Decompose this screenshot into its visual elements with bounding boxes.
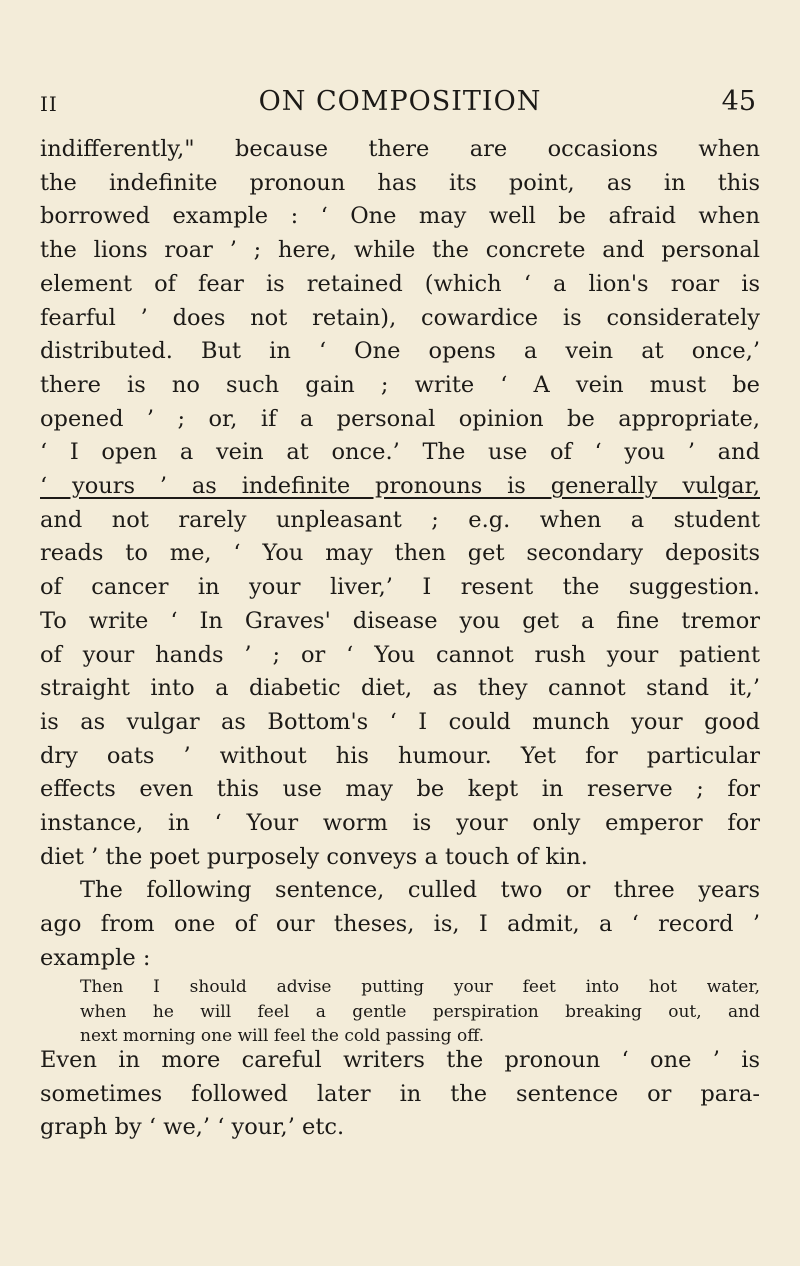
text-line: Even in more careful writers the pronoun ‘ one ’ is [40,1047,760,1073]
text-line: distributed. But in ‘ One opens a vein at once,’ [40,338,760,365]
text-line: the indefinite pronoun has its point, as in this [40,169,760,196]
paragraph-1 [40,133,760,874]
paragraph-2 [40,874,760,975]
text-line: straight into a diabetic diet, as they cannot stand it,’ [40,675,760,702]
text-line: borrowed example : ‘ One may well be afraid when [40,203,760,230]
text-line: the lions roar ’ ; here, while the concrete and personal [40,237,760,264]
text-line: The following sentence, culled two or three years [80,877,760,904]
text-line: dry oats ’ without his humour. Yet for particular [40,742,760,769]
text-line: opened ’ ; or, if a personal opinion be appropriate, [40,405,760,432]
running-title: ON COMPOSITION [258,86,542,117]
text-line: ‘ I open a vein at once.’ The use of ‘ you ’ and [40,439,760,466]
text-line: is as vulgar as Bottom's ‘ I could munch your good [40,708,760,735]
quote-line: next morning one will feel the cold passing off. [80,1026,485,1046]
text-line: sometimes followed later in the sentence or para- [40,1080,760,1107]
underlined-text-line: ‘ yours ’ as indefinite pronouns is generally vulgar, [40,473,760,500]
text-line: example : [40,944,151,971]
quote-line: when he will feel a gentle perspiration breaking out, and [80,1001,760,1022]
text-line: instance, in ‘ Your worm is your only emperor for [40,810,760,837]
chapter-number: II [40,92,58,116]
text-line: graph by ‘ we,’ ‘ your,’ etc. [40,1114,345,1141]
block-quotation [80,975,760,1049]
text-line: indifferently," because there are occasions when [40,136,760,162]
text-line: To write ‘ In Graves' disease you get a fine tremor [40,607,760,634]
quote-line: Then I should advise putting your feet into hot water, [80,977,760,997]
paragraph-3 [40,1044,760,1145]
main-text [40,133,760,976]
text-line: effects even this use may be kept in reserve ; for [40,776,760,803]
text-line: ago from one of our theses, is, I admit, a ‘ record ’ [40,911,760,938]
running-header [0,86,800,126]
text-line: fearful ’ does not retain), cowardice is considerately [40,304,760,331]
text-line: diet ’ the poet purposely conveys a touch of kin. [40,843,588,870]
text-line: and not rarely unpleasant ; e.g. when a student [40,506,760,533]
page-number: 45 [721,86,756,117]
text-line: reads to me, ‘ You may then get secondary deposits [40,540,760,567]
text-line: there is no such gain ; write ‘ A vein must be [40,371,760,398]
text-line: element of fear is retained (which ‘ a lion's roar is [40,270,760,297]
text-line: of cancer in your liver,’ I resent the suggestion. [40,574,760,601]
text-line: of your hands ’ ; or ‘ You cannot rush your patient [40,641,760,668]
